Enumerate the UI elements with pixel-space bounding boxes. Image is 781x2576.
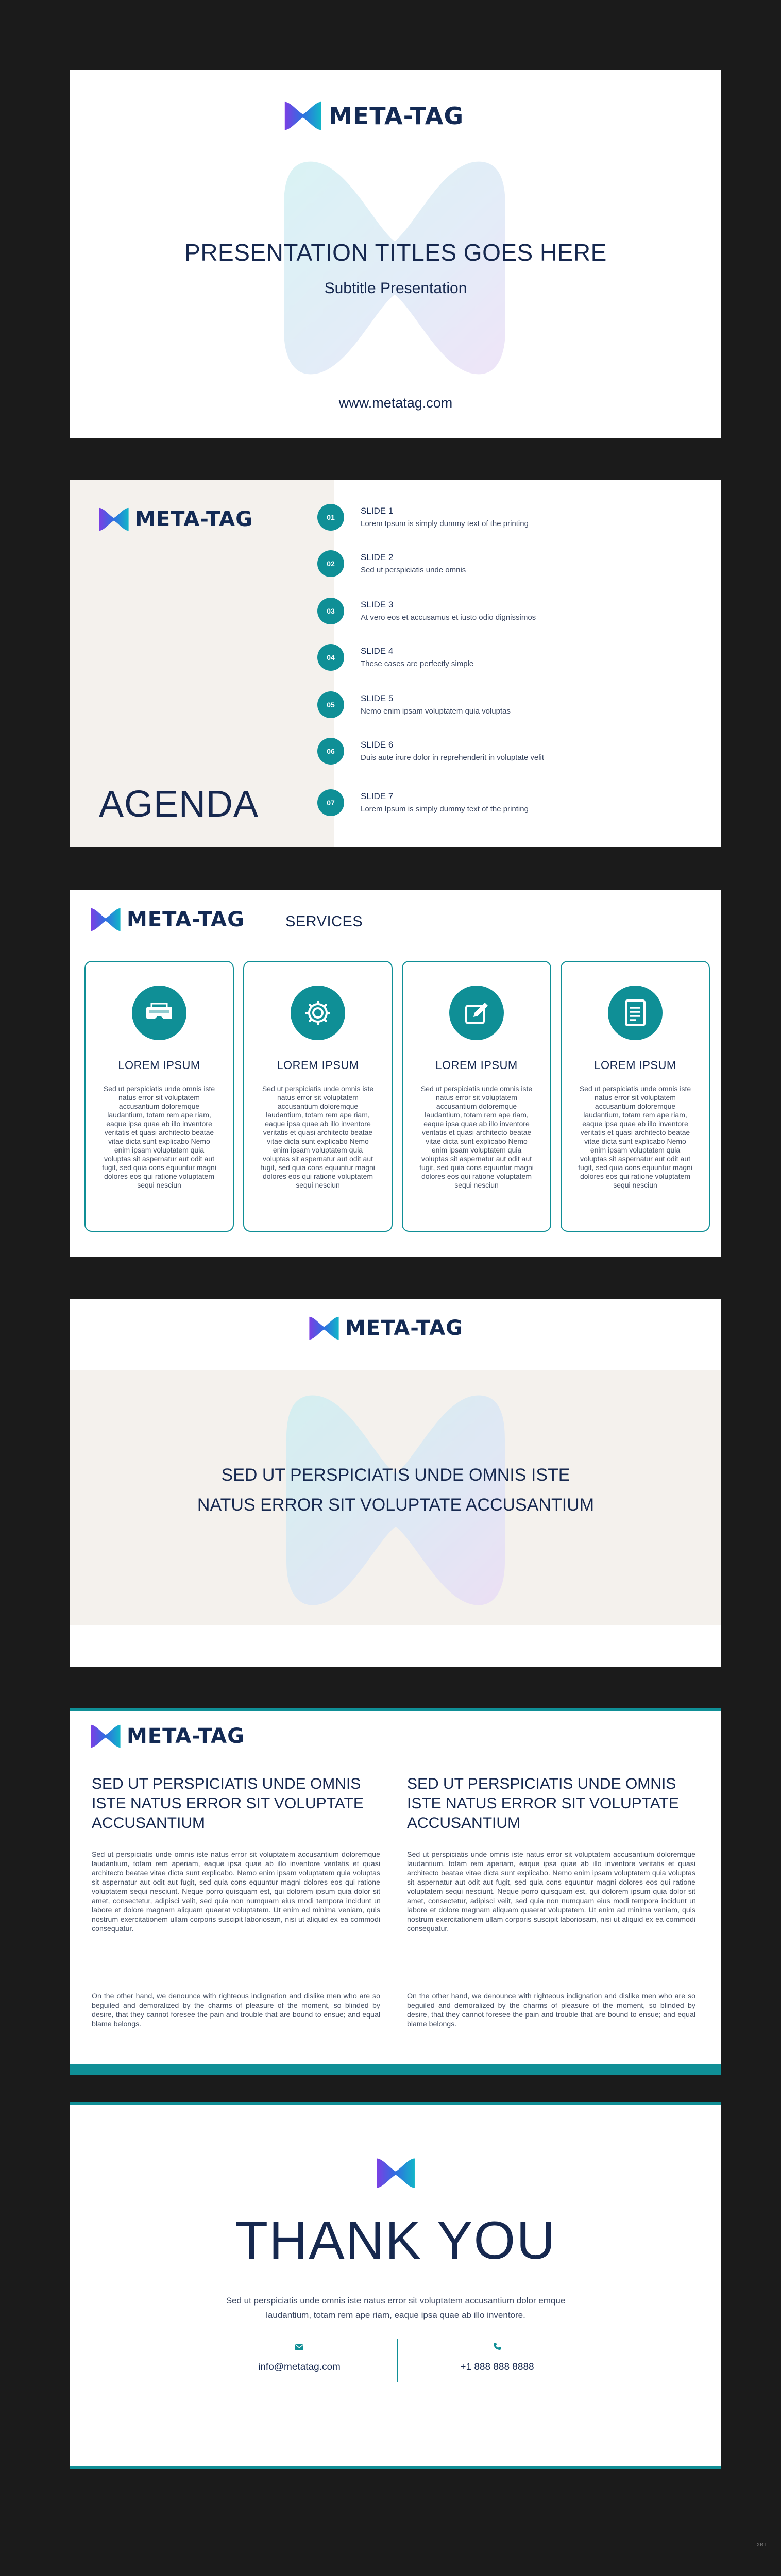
slide-agenda xyxy=(70,480,721,847)
agenda-item[interactable] xyxy=(317,550,466,581)
agenda-item-title: SLIDE 6 xyxy=(361,740,394,750)
agenda-item-desc: Lorem Ipsum is simply dummy text of the printing xyxy=(361,519,529,528)
brand-name: META-TAG xyxy=(329,102,464,130)
agenda-item-title: SLIDE 7 xyxy=(361,791,394,801)
card-title: LOREM IPSUM xyxy=(594,1059,676,1072)
agenda-item[interactable] xyxy=(317,598,536,629)
brand-name: META-TAG xyxy=(127,908,245,931)
brand-logo xyxy=(97,506,253,533)
gear-icon xyxy=(303,998,332,1027)
agenda-item-title: SLIDE 2 xyxy=(361,552,394,562)
agenda-number: 04 xyxy=(317,644,344,671)
logo-icon xyxy=(89,1723,123,1750)
agenda-item-desc: At vero eos et accusamus et iusto odio dignissimos xyxy=(361,613,536,622)
thank-you-text: Sed ut perspiciatis unde omnis iste natus error sit voluptatem accusantium dolor emque laudantium, totam rem ape riam, eaque ipsa quae ab illo inventore. xyxy=(226,2296,566,2320)
top-accent-bar xyxy=(70,2102,721,2105)
brand-logo xyxy=(282,99,464,132)
agenda-item[interactable] xyxy=(317,504,529,535)
logo-icon xyxy=(89,906,123,933)
bottom-accent-bar xyxy=(70,2466,721,2469)
phone-text: +1 888 888 8888 xyxy=(460,2362,534,2372)
agenda-item[interactable] xyxy=(317,644,473,675)
agenda-item-desc: Duis aute irure dolor in reprehenderit in voluptate velit xyxy=(361,753,545,762)
mail-icon xyxy=(295,2344,303,2350)
agenda-item[interactable] xyxy=(317,691,511,722)
column-title: SED UT PERSPICIATIS UNDE OMNIS ISTE NATUS ERROR SIT VOLUPTATE ACCUSANTIUM xyxy=(92,1775,364,1832)
presentation-subtitle: Subtitle Presentation xyxy=(324,280,467,297)
presentation-title: PRESENTATION TITLES GOES HERE xyxy=(184,239,607,266)
section-title: SERVICES xyxy=(285,913,363,930)
card-title: LOREM IPSUM xyxy=(435,1059,518,1072)
column-paragraph: On the other hand, we denounce with righteous indignation and dislike men who are so beguiled and demoralized by the charms of pleasure of the moment, so blinded by desire, that they cannot foresee the pain and trouble that are bound to ensue; and equal blame belongs. xyxy=(407,1992,695,2028)
agenda-number: 07 xyxy=(317,789,344,816)
phone-icon xyxy=(493,2342,501,2350)
column-title: SED UT PERSPICIATIS UNDE OMNIS ISTE NATUS ERROR SIT VOLUPTATE ACCUSANTIUM xyxy=(407,1775,679,1832)
edit-icon xyxy=(463,999,490,1026)
brand-name: META-TAG xyxy=(135,507,253,531)
agenda-heading: AGENDA xyxy=(99,784,259,825)
card-icon-circle xyxy=(132,986,186,1040)
agenda-number: 02 xyxy=(317,550,344,577)
brand-name: META-TAG xyxy=(345,1316,463,1340)
card-body: Sed ut perspiciatis unde omnis iste natus error sit voluptatem accusantium doloremque laudantium, totam rem ape riam, eaque ipsa quae ab illo inventore veritatis et quasi architecto beatae vitae dicta sunt explicabo Nemo enim ipsam voluptatem quia voluptas sit aspernatur aut odit aut fugit, sed quia cons equuntur magni dolores eos qui ratione voluptatem sequi nesciun xyxy=(102,1084,216,1189)
agenda-item-desc: Nemo enim ipsam voluptatem quia voluptas xyxy=(361,707,511,716)
email-text: info@metatag.com xyxy=(258,2362,341,2372)
bowtie-watermark xyxy=(250,157,539,379)
contact-divider xyxy=(397,2339,398,2382)
agenda-number: 03 xyxy=(317,598,344,624)
document-icon xyxy=(624,998,647,1027)
thank-you-title: THANK YOU xyxy=(235,2211,556,2270)
card-icon-circle xyxy=(291,986,345,1040)
phone-contact[interactable] xyxy=(412,2342,582,2373)
logo-icon xyxy=(374,2156,417,2191)
slide-title xyxy=(70,70,721,438)
agenda-item[interactable] xyxy=(317,738,544,769)
slide-two-columns xyxy=(70,1708,721,2075)
website-link[interactable]: www.metatag.com xyxy=(338,395,453,411)
slide-statement xyxy=(70,1299,721,1667)
vr-headset-icon xyxy=(144,1002,174,1024)
agenda-item-title: SLIDE 1 xyxy=(361,506,394,516)
agenda-item-title: SLIDE 5 xyxy=(361,693,394,703)
card-body: Sed ut perspiciatis unde omnis iste natus error sit voluptatem accusantium doloremque laudantium, totam rem ape riam, eaque ipsa quae ab illo inventore veritatis et quasi architecto beatae vitae dicta sunt explicabo Nemo enim ipsam voluptatem quia voluptas sit aspernatur aut odit aut fugit, sed quia cons equuntur magni dolores eos qui ratione voluptatem sequi nesciun xyxy=(261,1084,375,1189)
brand-logo xyxy=(89,906,245,933)
slide-services xyxy=(70,890,721,1257)
card-icon-circle xyxy=(608,986,663,1040)
logo-icon xyxy=(97,506,131,533)
agenda-number: 05 xyxy=(317,691,344,718)
column-paragraph: On the other hand, we denounce with righteous indignation and dislike men who are so beguiled and demoralized by the charms of pleasure of the moment, so blinded by desire, that they cannot foresee the pain and trouble that are bound to ensue; and equal blame belongs. xyxy=(92,1992,380,2028)
service-card[interactable] xyxy=(243,961,393,1232)
card-title: LOREM IPSUM xyxy=(277,1059,359,1072)
corner-label: XBT xyxy=(756,2542,767,2548)
agenda-item-title: SLIDE 4 xyxy=(361,646,394,656)
card-title: LOREM IPSUM xyxy=(118,1059,200,1072)
brand-name: META-TAG xyxy=(127,1724,245,1748)
top-accent-bar xyxy=(70,1708,721,1711)
statement-line-1: SED UT PERSPICIATIS UNDE OMNIS ISTE xyxy=(221,1465,570,1485)
statement-line-2: NATUS ERROR SIT VOLUPTATE ACCUSANTIUM xyxy=(197,1495,595,1515)
brand-logo xyxy=(89,1723,245,1750)
agenda-number: 06 xyxy=(317,738,344,765)
logo-icon xyxy=(307,1315,341,1342)
agenda-item-title: SLIDE 3 xyxy=(361,600,394,609)
slide-thank-you xyxy=(70,2102,721,2469)
email-contact[interactable] xyxy=(214,2344,384,2373)
service-card[interactable] xyxy=(402,961,551,1232)
bottom-accent-bar xyxy=(70,2064,721,2075)
agenda-item-desc: Lorem Ipsum is simply dummy text of the printing xyxy=(361,805,529,814)
agenda-item[interactable] xyxy=(317,789,529,820)
agenda-number: 01 xyxy=(317,504,344,531)
card-body: Sed ut perspiciatis unde omnis iste natus error sit voluptatem accusantium doloremque laudantium, totam rem ape riam, eaque ipsa quae ab illo inventore veritatis et quasi architecto beatae vitae dicta sunt explicabo Nemo enim ipsam voluptatem quia voluptas sit aspernatur aut odit aut fugit, sed quia cons equuntur magni dolores eos qui ratione voluptatem sequi nesciun xyxy=(419,1084,534,1189)
service-card[interactable] xyxy=(561,961,710,1232)
card-body: Sed ut perspiciatis unde omnis iste natus error sit voluptatem accusantium doloremque laudantium, totam rem ape riam, eaque ipsa quae ab illo inventore veritatis et quasi architecto beatae vitae dicta sunt explicabo Nemo enim ipsam voluptatem quia voluptas sit aspernatur aut odit aut fugit, sed quia cons equuntur magni dolores eos qui ratione voluptatem sequi nesciun xyxy=(578,1084,692,1189)
brand-logo xyxy=(307,1315,463,1342)
service-card[interactable] xyxy=(84,961,234,1232)
agenda-item-desc: Sed ut perspiciatis unde omnis xyxy=(361,566,466,574)
column-paragraph: Sed ut perspiciatis unde omnis iste natus error sit voluptatem accusantium doloremque laudantium, totam rem aperiam, eaque ipsa quae ab illo inventore veritatis et quasi architecto beatae vitae dicta sunt explicabo. Nemo enim ipsam voluptatem quia voluptas sit aspernatur aut odit aut fugit, sed quia cons equuntur magni dolores eos qui ratione voluptatem sequi nesciunt. Neque porro quisquam est, qui dolorem ipsum quia dolor sit amet, consectetur, adipisci velit, sed quia non numquam eius modi tempora incidunt ut labore et dolore magnam aliquam quaerat voluptatem. Ut enim ad minima veniam, quis nostrum exercitationem ullam corporis suscipit laboriosam, nisi ut aliquid ex ea commodi consequatur. xyxy=(92,1851,380,1933)
logo-icon xyxy=(282,99,324,132)
agenda-item-desc: These cases are perfectly simple xyxy=(361,659,474,668)
card-icon-circle xyxy=(449,986,504,1040)
column-paragraph: Sed ut perspiciatis unde omnis iste natus error sit voluptatem accusantium doloremque laudantium, totam rem aperiam, eaque ipsa quae ab illo inventore veritatis et quasi architecto beatae vitae dicta sunt explicabo. Nemo enim ipsam voluptatem quia voluptas sit aspernatur aut odit aut fugit, sed quia cons equuntur magni dolores eos qui ratione voluptatem sequi nesciunt. Neque porro quisquam est, qui dolorem ipsum quia dolor sit amet, consectetur, adipisci velit, sed quia non numquam eius modi tempora incidunt ut labore et dolore magnam aliquam quaerat voluptatem. Ut enim ad minima veniam, quis nostrum exercitationem ullam corporis suscipit laboriosam, nisi ut aliquid ex ea commodi consequatur. xyxy=(407,1851,695,1933)
